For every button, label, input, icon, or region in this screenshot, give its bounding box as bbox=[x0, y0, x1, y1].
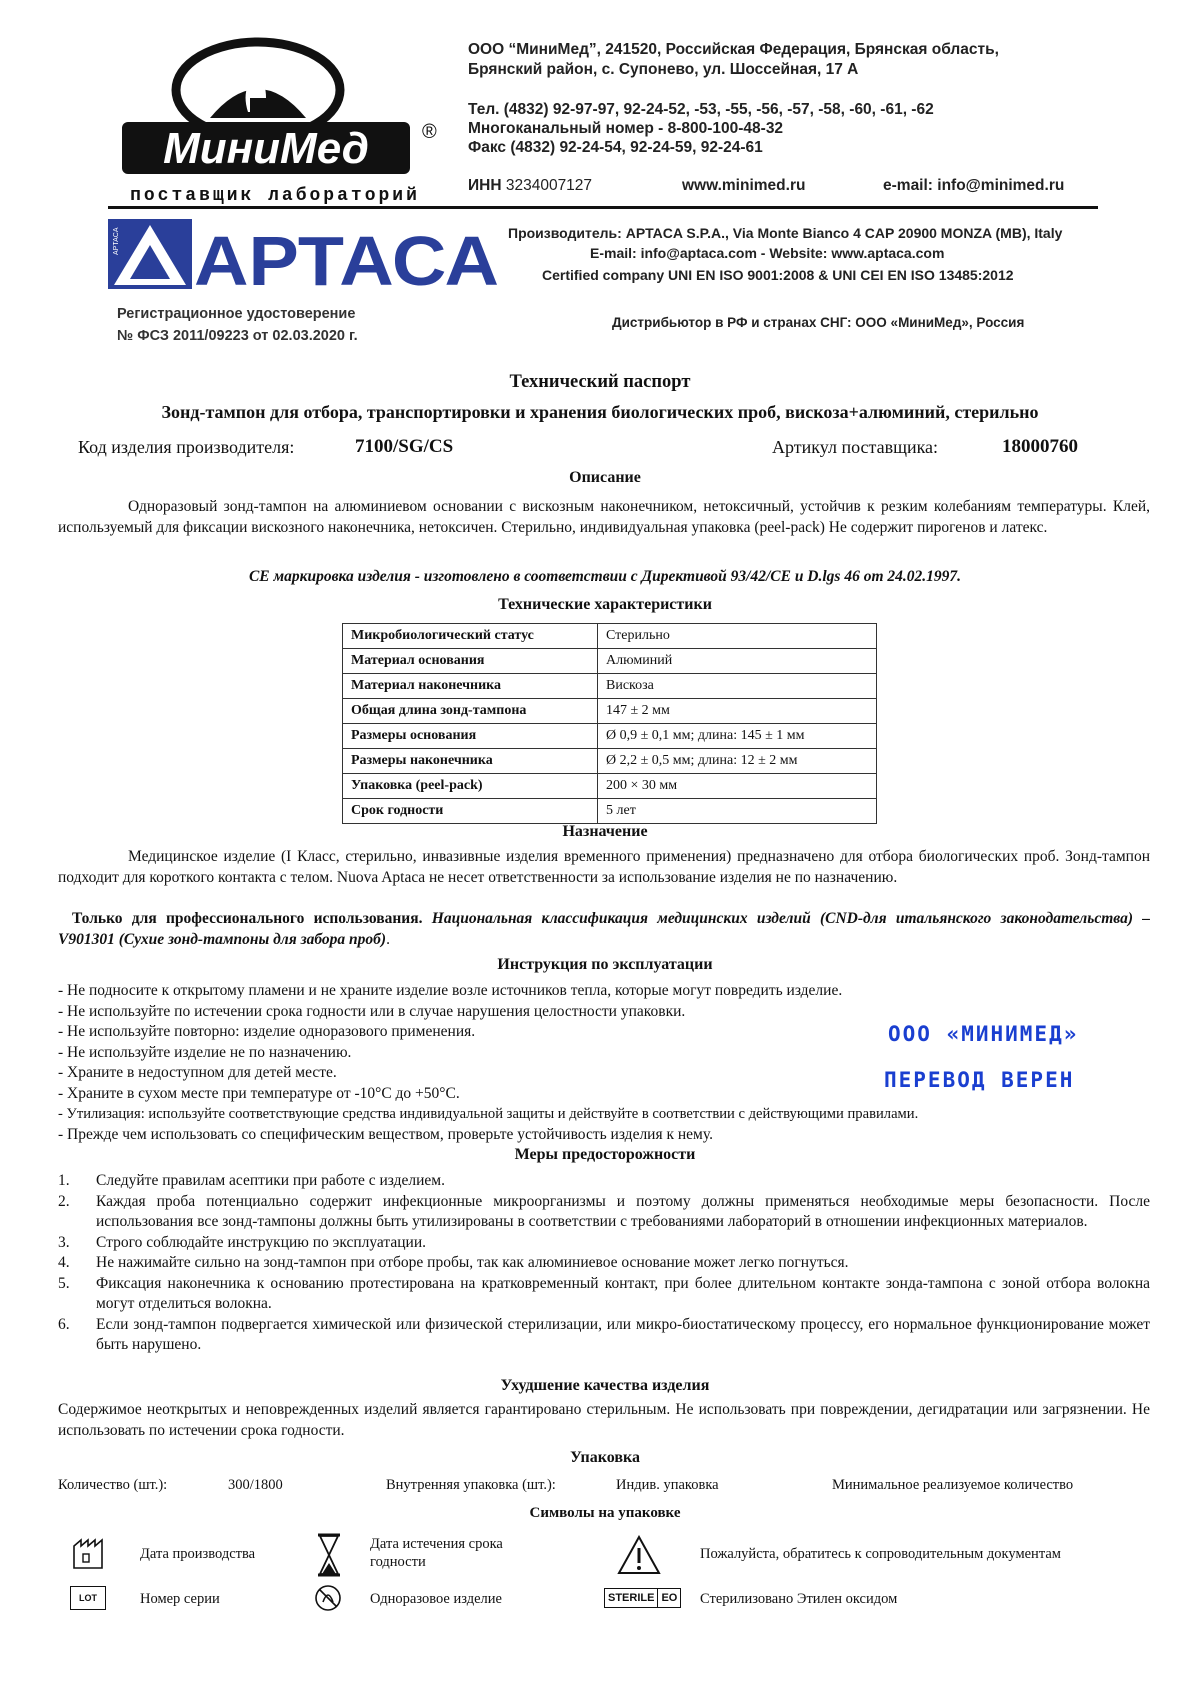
aptaca-side-text: APTACA bbox=[113, 227, 120, 255]
professional-use bbox=[58, 909, 1150, 950]
precaution-text: Строго соблюдайте инструкцию по эксплуатации. bbox=[96, 1233, 426, 1251]
spec-key: Материал основания bbox=[343, 649, 598, 674]
inn-label-text: ИНН bbox=[468, 177, 502, 194]
product-code-value: 7100/SG/CS bbox=[355, 436, 454, 457]
precaution-item bbox=[58, 1274, 1150, 1315]
registered-mark: ® bbox=[422, 121, 437, 143]
certification: Certified company UNI EN ISO 9001:2008 & UNI CEI EN ISO 13485:2012 bbox=[542, 267, 1014, 283]
spec-row bbox=[343, 674, 877, 699]
instruction-item: - Прежде чем использовать со специфическим веществом, проверьте устойчивость изделия к нему. bbox=[58, 1125, 713, 1143]
instruction-item: - Не используйте по истечении срока годности или в случае нарушения целостности упаковки. bbox=[58, 1002, 686, 1020]
spec-value: Вискоза bbox=[598, 674, 877, 699]
precaution-number: 1. bbox=[58, 1172, 70, 1189]
quantity-label: Количество (шт.): bbox=[58, 1477, 168, 1493]
professional-use-bold: Только для профессионального использования. bbox=[72, 910, 423, 927]
symbols-title: Символы на упаковке bbox=[529, 1505, 681, 1521]
translation-stamp-line-2: ПЕРЕВОД ВЕРЕН bbox=[884, 1068, 1075, 1092]
instruction-item: - Не подносите к открытому пламени и не храните изделие возле источников тепла, которые могут повредить изделие. bbox=[58, 982, 843, 999]
spec-value: Стерильно bbox=[598, 624, 877, 649]
inn-value: 3234007127 bbox=[505, 177, 593, 194]
spec-row bbox=[343, 699, 877, 724]
instructions-title: Инструкция по эксплуатации bbox=[497, 956, 713, 973]
company-address-2: Брянский район, с. Супонево, ул. Шоссейная, 17 А bbox=[468, 61, 859, 78]
precaution-number: 3. bbox=[58, 1233, 70, 1251]
company-website: www.minimed.ru bbox=[682, 177, 806, 194]
spec-key: Размеры основания bbox=[343, 724, 598, 749]
instruction-item: - Храните в недоступном для детей месте. bbox=[58, 1064, 337, 1081]
spec-row bbox=[343, 774, 877, 799]
symbol-label-lot: Номер серии bbox=[140, 1591, 220, 1607]
instruction-item: - Утилизация: используйте соответствующие средства индивидуальной защиты и действуйте в соответствии с действующими правилами. bbox=[58, 1106, 919, 1122]
ce-marking: СЕ маркировка изделия - изготовлено в соответствии с Директивой 93/42/CE и D.lgs 46 от 24.02.1997. bbox=[248, 568, 962, 585]
minimed-logo bbox=[120, 30, 450, 210]
spec-row bbox=[343, 649, 877, 674]
instruction-item: - Храните в сухом месте при температуре от -10°С до +50°С. bbox=[58, 1084, 460, 1102]
inn-label bbox=[468, 176, 592, 195]
company-fax: Факс (4832) 92-24-54, 92-24-59, 92-24-61 bbox=[468, 139, 763, 156]
spec-key: Размеры наконечника bbox=[343, 749, 598, 774]
symbol-label-warning: Пожалуйста, обратитесь к сопроводительным документам bbox=[700, 1546, 1061, 1562]
article-value: 18000760 bbox=[1002, 436, 1078, 457]
inner-package-label: Внутренняя упаковка (шт.): bbox=[386, 1477, 556, 1493]
description-text: Одноразовый зонд-тампон на алюминиевом основании с вискозным наконечником, нетоксичный, устойчив к резким колебаниям температуры. Клей, используемый для фиксации вискозного наконечника, нетоксичен. Стерильно, индивидуальная упаковка (peel-pack) Не содержит пирогенов и латекс. bbox=[58, 498, 1150, 536]
precaution-item bbox=[58, 1315, 1150, 1356]
symbol-label-single-use: Одноразовое изделие bbox=[370, 1591, 502, 1607]
symbol-label-expiry: Дата истечения срока годности bbox=[370, 1536, 503, 1570]
professional-use-end: . bbox=[386, 930, 390, 948]
symbol-label-manufacture-date: Дата производства bbox=[140, 1546, 256, 1562]
precaution-text: Если зонд-тампон подвергается химической или физической стерилизации, или микро-биостатическому процессу, его нормальное функционирование может быть нарушено. bbox=[96, 1315, 1150, 1353]
product-code-label: Код изделия производителя: bbox=[78, 437, 295, 457]
spec-row bbox=[343, 799, 877, 824]
classification-text: Национальная классификация медицинских изделий (CND-для итальянского законодательства) – V901301 (Сухие зонд-тампоны для забора проб) bbox=[58, 910, 1151, 948]
minimed-tagline: поставщик лабораторий bbox=[130, 186, 420, 206]
company-address-1: ООО “МиниМед”, 241520, Российская Федерация, Брянская область, bbox=[468, 41, 999, 58]
minimed-logo-text: МиниМед bbox=[163, 124, 369, 173]
registration-line-2: № ФСЗ 2011/09223 от 02.03.2020 г. bbox=[117, 328, 358, 344]
specs-table bbox=[342, 623, 877, 824]
manufacture-date-icon bbox=[72, 1536, 108, 1575]
symbol-label-sterile-eo: Стерилизовано Этилен оксидом bbox=[700, 1591, 898, 1607]
spec-key: Микробиологический статус bbox=[343, 624, 598, 649]
precaution-number: 6. bbox=[58, 1315, 70, 1333]
precaution-item bbox=[58, 1233, 1150, 1254]
sterile-text: STERILE bbox=[608, 1592, 655, 1604]
precaution-text: Каждая проба потенциально содержит инфекционные микроорганизмы и поэтому должны применяться необходимые меры безопасности. После использования все зонд-тампоны должны быть утилизированы в соответствии с требованиями лабораторий в отношении инфекционных материалов. bbox=[96, 1192, 1150, 1230]
spec-row bbox=[343, 749, 877, 774]
aptaca-logo bbox=[108, 215, 503, 295]
precaution-item bbox=[58, 1253, 1150, 1274]
packaging-title: Упаковка bbox=[570, 1449, 640, 1466]
precaution-number: 5. bbox=[58, 1274, 70, 1292]
inner-package-value: Индив. упаковка bbox=[616, 1477, 719, 1493]
instruction-item: - Не используйте изделие не по назначению. bbox=[58, 1043, 352, 1061]
spec-value: 147 ± 2 мм bbox=[598, 699, 877, 724]
translation-stamp-line-1: ООО «МИНИМЕД» bbox=[888, 1022, 1079, 1046]
specs-title: Технические характеристики bbox=[498, 596, 712, 613]
spec-key: Материал наконечника bbox=[343, 674, 598, 699]
eo-text: EO bbox=[657, 1589, 680, 1607]
article-label: Артикул поставщика: bbox=[772, 437, 939, 457]
quantity-value: 300/1800 bbox=[228, 1477, 283, 1493]
distributor-info: Дистрибьютор в РФ и странах СНГ: ООО «МиниМед», Россия bbox=[612, 315, 1025, 330]
aptaca-logo-text: АРТАСА bbox=[194, 222, 499, 295]
manufacturer-info: Производитель: APTACA S.P.A., Via Monte Bianco 4 CAP 20900 MONZA (MB), Italy bbox=[508, 225, 1063, 241]
registration-line-1: Регистрационное удостоверение bbox=[117, 306, 356, 322]
specs-table-wrap bbox=[342, 623, 877, 824]
spec-row bbox=[343, 624, 877, 649]
description-title: Описание bbox=[569, 469, 641, 486]
precaution-item bbox=[58, 1192, 1150, 1233]
company-phone: Тел. (4832) 92-97-97, 92-24-52, -53, -55, -56, -57, -58, -60, -61, -62 bbox=[468, 101, 934, 118]
precaution-text: Не нажимайте сильно на зонд-тампон при отборе пробы, так как алюминиевое основание может легко погнуться. bbox=[96, 1254, 849, 1271]
spec-value: 5 лет bbox=[598, 799, 877, 824]
sterile-eo-icon bbox=[604, 1588, 681, 1608]
document-title: Технический паспорт bbox=[509, 372, 691, 392]
precaution-number: 2. bbox=[58, 1192, 70, 1210]
precaution-text: Следуйте правилам асептики при работе с изделием. bbox=[96, 1172, 445, 1189]
manufacturer-contacts: E-mail: info@aptaca.com - Website: www.aptaca.com bbox=[590, 245, 945, 261]
instructions-list bbox=[58, 981, 1158, 1145]
spec-value: Алюминий bbox=[598, 649, 877, 674]
purpose-title: Назначение bbox=[562, 823, 648, 840]
spec-key: Упаковка (peel-pack) bbox=[343, 774, 598, 799]
document-subtitle: Зонд-тампон для отбора, транспортировки и хранения биологических проб, вискоза+алюминий, стерильно bbox=[161, 402, 1039, 422]
spec-key: Общая длина зонд-тампона bbox=[343, 699, 598, 724]
precaution-item bbox=[58, 1171, 1150, 1192]
registration-certificate bbox=[117, 303, 358, 347]
company-email: e-mail: info@minimed.ru bbox=[883, 177, 1065, 194]
precaution-text: Фиксация наконечника к основанию протестирована на кратковременный контакт, при более длительном контакте зонда-тампона с зоной отбора волокна могут отделиться волокна. bbox=[96, 1274, 1150, 1312]
degradation-title: Ухудшение качества изделия bbox=[500, 1377, 710, 1394]
lot-icon: LOT bbox=[70, 1586, 106, 1610]
precautions-title: Меры предосторожности bbox=[514, 1146, 696, 1163]
warning-icon bbox=[617, 1535, 661, 1580]
single-use-icon bbox=[314, 1584, 342, 1617]
company-multiline: Многоканальный номер - 8-800-100-48-32 bbox=[468, 120, 784, 137]
min-quantity-label: Минимальное реализуемое количество bbox=[832, 1477, 1074, 1493]
spec-value: Ø 0,9 ± 0,1 мм; длина: 145 ± 1 мм bbox=[598, 724, 877, 749]
purpose-text: Медицинское изделие (I Класс, стерильно, инвазивные изделия временного применения) предназначено для отбора биологических проб. Зонд-тампон подходит для короткого контакта с телом. Nuova Aptaca не несет ответственности за использование изделия не по назначению. bbox=[58, 848, 1150, 886]
instruction-item: - Не используйте повторно: изделие одноразового применения. bbox=[58, 1023, 476, 1040]
precautions-list bbox=[58, 1171, 1150, 1356]
spec-key: Срок годности bbox=[343, 799, 598, 824]
spec-row bbox=[343, 724, 877, 749]
spec-value: Ø 2,2 ± 0,5 мм; длина: 12 ± 2 мм bbox=[598, 749, 877, 774]
precaution-number: 4. bbox=[58, 1254, 70, 1271]
hourglass-icon bbox=[316, 1533, 342, 1582]
degradation-text: Содержимое неоткрытых и неповрежденных изделий является гарантировано стерильным. Не использовать при повреждении, дегидратации или загрязнении. Не использовать по истечении срока годности. bbox=[58, 1401, 1150, 1439]
header-divider bbox=[108, 206, 1098, 209]
spec-value: 200 × 30 мм bbox=[598, 774, 877, 799]
